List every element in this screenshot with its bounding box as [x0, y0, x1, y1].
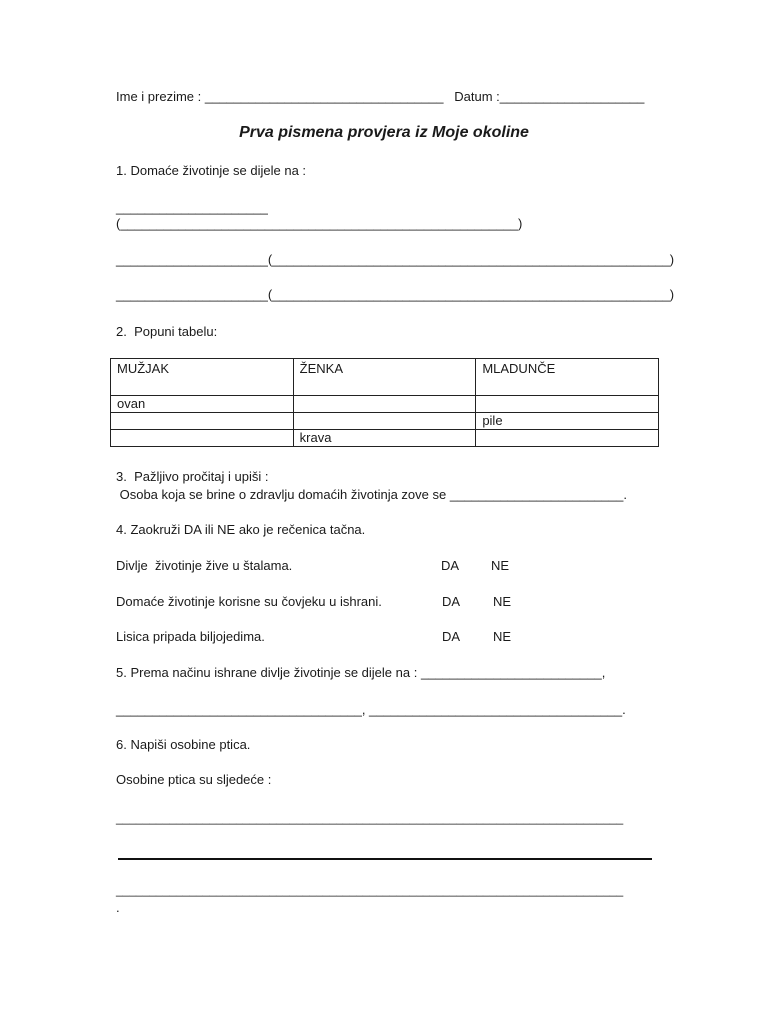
yes-option[interactable]: DA: [442, 594, 461, 609]
no-option[interactable]: NE: [491, 558, 510, 573]
answer-blank[interactable]: (_______________________________________________________): [116, 216, 523, 231]
answer-blank[interactable]: _____________________: [116, 200, 268, 215]
animal-table: [110, 358, 659, 447]
table-row: [111, 430, 659, 447]
statement-text: Domaće životinje korisne su čovjeku u ishrani.: [116, 594, 382, 609]
table-cell[interactable]: krava: [293, 430, 476, 447]
question-1-label: 1. Domaće životinje se dijele na :: [116, 163, 307, 178]
table-header-cell: ŽENKA: [293, 359, 476, 396]
table-cell[interactable]: [111, 413, 294, 430]
question-6-label: 6. Napiši osobine ptica.: [116, 737, 251, 752]
table-header-row: [111, 359, 659, 396]
answer-blank[interactable]: __________________________________, ___________________________________.: [116, 702, 626, 717]
statement-text: Divlje životinje žive u štalama.: [116, 558, 293, 573]
table-cell[interactable]: [293, 396, 476, 413]
page-title: Prva pismena provjera iz Moje okoline: [239, 124, 529, 141]
no-option[interactable]: NE: [493, 629, 512, 644]
question-2-label: 2. Popuni tabelu:: [116, 324, 218, 339]
no-option[interactable]: NE: [493, 594, 512, 609]
statement-text: Lisica pripada biljojedima.: [116, 629, 265, 644]
table-cell[interactable]: [111, 430, 294, 447]
table-cell[interactable]: [476, 396, 659, 413]
question-4-label: 4. Zaokruži DA ili NE ako je rečenica tačna.: [116, 522, 366, 537]
yes-option[interactable]: DA: [442, 629, 461, 644]
answer-blank[interactable]: ____________________________________________________________________________: [116, 883, 624, 897]
answer-blank[interactable]: ____________________________________________________________________________: [116, 811, 624, 825]
question-5-label[interactable]: 5. Prema načinu ishrane divlje životinje se dijele na : _________________________,: [116, 665, 606, 680]
answer-blank[interactable]: _____________________(_______________________________________________________): [116, 252, 675, 267]
question-3-sentence[interactable]: Osoba koja se brine o zdravlju domaćih životinja zove se ________________________.: [116, 487, 627, 502]
name-date-line[interactable]: Ime i prezime : _________________________________ Datum :____________________: [116, 89, 645, 104]
question-3-label: 3. Pažljivo pročitaj i upiši :: [116, 469, 269, 484]
table-cell[interactable]: pile: [476, 413, 659, 430]
table-row: [111, 413, 659, 430]
answer-blank[interactable]: _____________________(_______________________________________________________): [116, 287, 675, 302]
question-6-prompt: Osobine ptica su sljedeće :: [116, 772, 272, 787]
answer-line[interactable]: [118, 858, 652, 860]
table-row: [111, 396, 659, 413]
closing-period: .: [116, 900, 120, 915]
table-header-cell: MUŽJAK: [111, 359, 294, 396]
yes-option[interactable]: DA: [441, 558, 460, 573]
table-header-cell: MLADUNČE: [476, 359, 659, 396]
table-cell[interactable]: ovan: [111, 396, 294, 413]
table-cell[interactable]: [293, 413, 476, 430]
table-cell[interactable]: [476, 430, 659, 447]
